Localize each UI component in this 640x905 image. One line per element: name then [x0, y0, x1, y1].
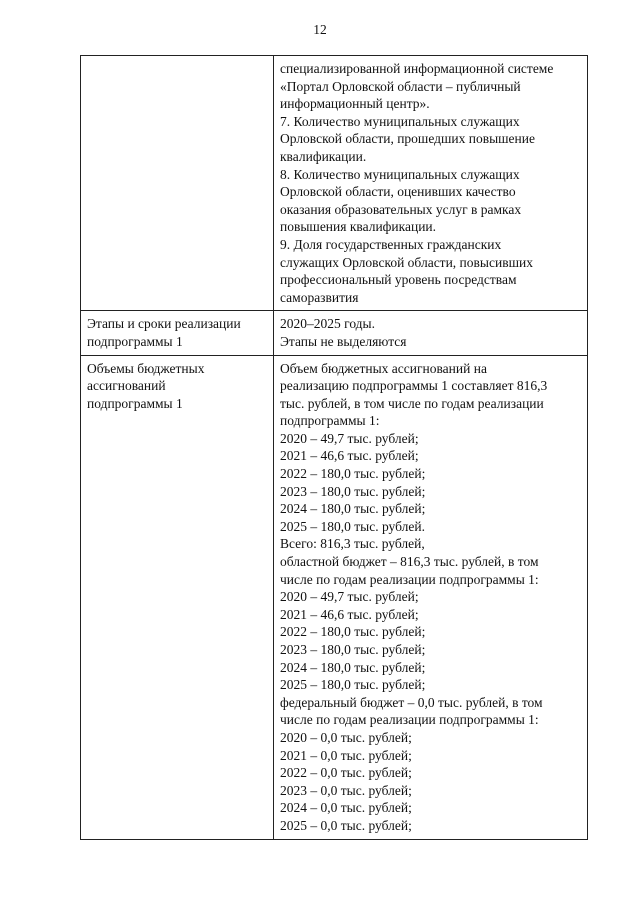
value-line: 2020 – 49,7 тыс. рублей; [280, 589, 419, 605]
value-line: 8. Количество муниципальных служащих [280, 166, 520, 182]
label-line: Объемы бюджетных [87, 360, 205, 376]
value-line: 2020 – 49,7 тыс. рублей; [280, 430, 419, 446]
value-line: реализацию подпрограммы 1 составляет 816,3 [280, 378, 548, 394]
value-line: 2020 – 0,0 тыс. рублей; [280, 729, 412, 745]
value-line: саморазвития [280, 289, 359, 305]
value-line: 2022 – 180,0 тыс. рублей; [280, 624, 426, 640]
value-line: 2021 – 46,6 тыс. рублей; [280, 448, 419, 464]
table-row [81, 56, 588, 311]
value-line: оказания образовательных услуг в рамках [280, 201, 522, 217]
value-line: подпрограммы 1: [280, 413, 380, 429]
subprogram-passport-table [80, 55, 588, 840]
label-line: ассигнований [87, 378, 166, 394]
value-line: 2023 – 0,0 тыс. рублей; [280, 782, 412, 798]
table-body [81, 56, 588, 840]
value-line: 2024 – 180,0 тыс. рублей; [280, 501, 426, 517]
label-line: Этапы и сроки реализации [87, 316, 241, 332]
value-line: служащих Орловской области, повысивших [280, 254, 533, 270]
value-line: 2025 – 0,0 тыс. рублей; [280, 817, 412, 833]
value-line: квалификации. [280, 148, 367, 164]
value-line: 2023 – 180,0 тыс. рублей; [280, 483, 426, 499]
table-row [81, 355, 588, 839]
value-line: 2023 – 180,0 тыс. рублей; [280, 642, 426, 657]
value-line: Всего: 816,3 тыс. рублей, [280, 536, 425, 552]
value-line: 2022 – 180,0 тыс. рублей; [280, 466, 426, 482]
value-line: специализированной информационной системе [280, 61, 554, 76]
value-line: 2021 – 0,0 тыс. рублей; [280, 747, 412, 763]
label-line: подпрограммы 1 [87, 333, 183, 349]
value-line: 7. Количество муниципальных служащих [280, 113, 520, 129]
row-value-cell [274, 56, 588, 311]
value-line: 2022 – 0,0 тыс. рублей; [280, 765, 412, 781]
row-value-cell [274, 311, 588, 355]
value-line: повышения квалификации. [280, 219, 437, 235]
value-line: 2020–2025 годы. [280, 316, 376, 332]
value-line: 2025 – 180,0 тыс. рублей. [280, 518, 425, 534]
row-label-cell [81, 355, 274, 839]
table-row [81, 311, 588, 355]
value-line: Объем бюджетных ассигнований на [280, 360, 487, 376]
label-line: подпрограммы 1 [87, 395, 183, 411]
value-line: Орловской области, оценивших качество [280, 184, 516, 200]
value-line: 2024 – 180,0 тыс. рублей; [280, 659, 426, 675]
row-value-cell [274, 355, 588, 839]
value-line: 2025 – 180,0 тыс. рублей; [280, 677, 426, 693]
value-line: 2024 – 0,0 тыс. рублей; [280, 800, 412, 816]
value-line: числе по годам реализации подпрограммы 1: [280, 712, 539, 728]
value-line: областной бюджет – 816,3 тыс. рублей, в том [280, 554, 539, 570]
value-line: федеральный бюджет – 0,0 тыс. рублей, в том [280, 694, 543, 710]
value-line: профессиональный уровень посредствам [280, 272, 517, 288]
row-label-cell [81, 311, 274, 355]
value-line: 2021 – 46,6 тыс. рублей; [280, 606, 419, 622]
row-label-cell [81, 56, 274, 311]
value-line: «Портал Орловской области – публичный [280, 78, 521, 94]
value-line: тыс. рублей, в том числе по годам реализации [280, 395, 544, 411]
value-line: информационный центр». [280, 96, 430, 112]
value-line: Этапы не выделяются [280, 333, 407, 349]
value-line: 9. Доля государственных гражданских [280, 236, 502, 252]
value-line: числе по годам реализации подпрограммы 1: [280, 571, 539, 587]
page-number: 12 [313, 22, 327, 37]
value-line: Орловской области, прошедших повышение [280, 131, 535, 147]
